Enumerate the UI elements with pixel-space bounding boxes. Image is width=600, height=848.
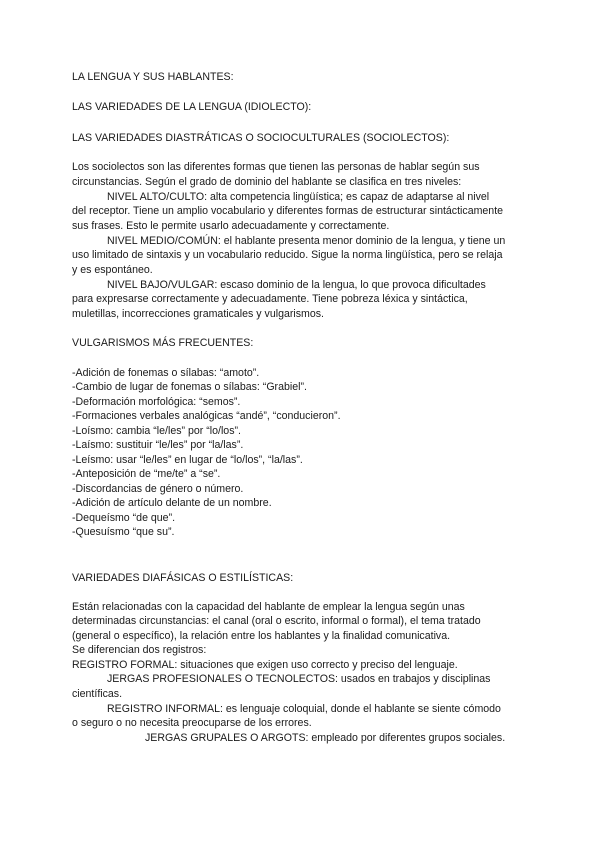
list-item: -Loísmo: cambia “le/les” por “lo/los”. — [72, 425, 241, 437]
list-item: -Deformación morfológica: “semos”. — [72, 396, 241, 408]
paragraph-line: REGISTRO FORMAL: situaciones que exigen uso correcto y preciso del lenguaje. — [72, 659, 458, 671]
paragraph-line: Los sociolectos son las diferentes formas que tienen las personas de hablar según sus — [72, 161, 480, 173]
paragraph-line: NIVEL BAJO/VULGAR: escaso dominio de la lengua, lo que provoca dificultades — [107, 279, 486, 291]
section-heading-vulgarismos: VULGARISMOS MÁS FRECUENTES: — [72, 337, 254, 349]
list-item: -Adición de artículo delante de un nombre. — [72, 497, 272, 509]
list-item: -Quesuísmo “que su”. — [72, 526, 175, 538]
paragraph-line: JERGAS PROFESIONALES O TECNOLECTOS: usados en trabajos y disciplinas — [107, 673, 491, 685]
paragraph-line: Se diferencian dos registros: — [72, 644, 207, 656]
paragraph-line: científicas. — [72, 688, 123, 700]
paragraph-line: uso limitado de sintaxis y un vocabulario reducido. Sigue la norma lingüística, pero se relaja — [72, 249, 503, 261]
paragraph-line: o seguro o no necesita preocuparse de los errores. — [72, 717, 312, 729]
paragraph-line: NIVEL MEDIO/COMÚN: el hablante presenta menor dominio de la lengua, y tiene un — [107, 235, 506, 247]
section-heading-diastraticas: LAS VARIEDADES DIASTRÁTICAS O SOCIOCULTURALES (SOCIOLECTOS): — [72, 132, 450, 144]
paragraph-line: REGISTRO INFORMAL: es lenguaje coloquial, donde el hablante se siente cómodo — [107, 703, 501, 715]
list-item: -Anteposición de “me/te” a “se”. — [72, 468, 221, 480]
paragraph-line: muletillas, incorrecciones gramaticales y vulgarismos. — [72, 308, 324, 320]
list-item: -Adición de fonemas o sílabas: “amoto”. — [72, 367, 260, 379]
paragraph-line: (general o específico), la relación entre los hablantes y la finalidad comunicativa. — [72, 630, 451, 642]
list-item: -Cambio de lugar de fonemas o sílabas: “Grabiel”. — [72, 381, 307, 393]
list-item: -Formaciones verbales analógicas “andé”, “conducieron”. — [72, 410, 341, 422]
paragraph-line: y es espontáneo. — [72, 264, 153, 276]
paragraph-line: para expresarse correctamente y adecuadamente. Tiene pobreza léxica y sintáctica, — [72, 293, 468, 305]
paragraph-line: sus frases. Esto le permite usarlo adecuadamente y correctamente. — [72, 220, 390, 232]
title-heading: LA LENGUA Y SUS HABLANTES: — [72, 71, 234, 83]
section-heading-diafasicas: VARIEDADES DIAFÁSICAS O ESTILÍSTICAS: — [72, 572, 294, 584]
paragraph-line: Están relacionadas con la capacidad del hablante de emplear la lengua según unas — [72, 601, 465, 613]
section-heading-variedades: LAS VARIEDADES DE LA LENGUA (IDIOLECTO): — [72, 101, 312, 113]
list-item: -Laísmo: sustituir “le/les” por “la/las”. — [72, 439, 244, 451]
paragraph-line: circunstancias. Según el grado de dominio del hablante se clasifica en tres niveles: — [72, 176, 462, 188]
list-item: -Dequeísmo “de que”. — [72, 512, 176, 524]
paragraph-line: determinadas circunstancias: el canal (oral o escrito, informal o formal), el tema tratado — [72, 615, 481, 627]
list-item: -Leísmo: usar “le/les” en lugar de “lo/los”, “la/las”. — [72, 454, 303, 466]
list-item: -Discordancias de género o número. — [72, 483, 244, 495]
paragraph-line: NIVEL ALTO/CULTO: alta competencia lingüística; es capaz de adaptarse al nivel — [107, 191, 490, 203]
paragraph-line: JERGAS GRUPALES O ARGOTS: empleado por diferentes grupos sociales. — [145, 732, 506, 744]
paragraph-line: del receptor. Tiene un amplio vocabulario y diferentes formas de estructurar sintácticamente — [72, 205, 504, 217]
